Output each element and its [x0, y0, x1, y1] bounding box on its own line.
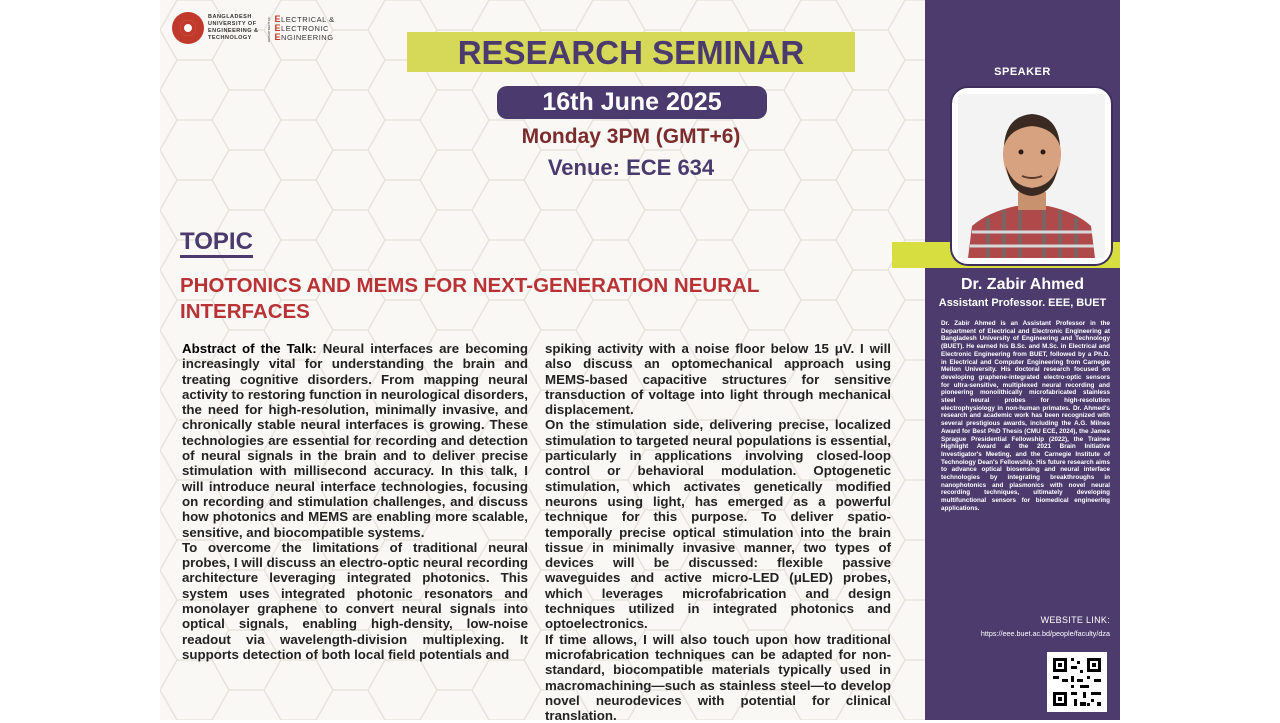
abstract-paragraph: Abstract of the Talk: Neural interfaces are becoming increasingly vital for understanding the brain and treating cognitive disorders. From mapping neural activity to restoring function in neurological disorders, the need for high-resolution, minimally invasive, and chronically stable neural interfaces is growing. These technologies are essential for recording and detection of neural signals in the brain and to deliver precise stimulation with millisecond accuracy. In this talk, I will introduce neural interface technologies, focusing on recording and stimulation challenges, and discuss how photonics and MEMS are enabling more scalable, sensitive, and biocompatible systems.	[182, 341, 528, 540]
topic-heading: TOPIC	[180, 229, 253, 258]
website-label: WEBSITE LINK:	[1040, 615, 1110, 625]
speaker-photo	[952, 88, 1111, 264]
speaker-name: Dr. Zabir Ahmed	[961, 276, 1084, 293]
abstract-label: Abstract of the Talk:	[182, 341, 317, 356]
topic-title: PHOTONICS AND MEMS FOR NEXT-GENERATION NEURAL INTERFACES	[180, 274, 759, 323]
abstract-paragraph: On the stimulation side, delivering precise, localized stimulation to targeted neural populations is essential, particularly in applications involving closed-loop control or behavioral modulation. Optogenetic stimulation, which activates genetically modified neurons using light, has emerged as a powerful technique for this purpose. To deliver spatio-temporally precise optical stimulation into the brain tissue in minimally invasive manner, two types of devices will be discussed: flexible passive waveguides and active micro-LED (μLED) probes, which leverages microfabrication and design techniques utilized in integrated photonics and optoelectronics.	[545, 417, 891, 632]
seminar-poster	[160, 0, 1120, 723]
seminar-date: 16th June 2025	[497, 86, 767, 119]
speaker-portrait-icon	[958, 94, 1105, 258]
buet-seal-icon	[172, 12, 204, 44]
speaker-role: Assistant Professor. EEE, BUET	[938, 297, 1107, 309]
seminar-title: RESEARCH SEMINAR	[407, 32, 855, 72]
seminar-venue: Venue: ECE 634	[547, 155, 715, 180]
website-link[interactable]: https://eee.buet.ac.bd/people/faculty/dza	[980, 629, 1110, 638]
abstract-column-2	[545, 341, 891, 723]
department-name: ELECTRICAL & ELECTRONIC ENGINEERING	[274, 13, 335, 42]
speaker-label: SPEAKER	[994, 66, 1051, 78]
qr-code-icon[interactable]	[1047, 652, 1107, 712]
speaker-panel	[925, 0, 1120, 720]
abstract-paragraph: spiking activity with a noise floor below 15 μV. I will also discuss an optomechanical approach using MEMS-based capacitive structures for sensitive transduction of voltage into light through mechanical displacement.	[545, 341, 891, 418]
abstract-paragraph: If time allows, I will also touch upon how traditional microfabrication techniques can be adapted for non-standard, biocompatible materials typically used in macromachining—such as stainless steel—to develop novel neurodevices with potential for clinical translation.	[545, 631, 891, 723]
abstract-paragraph: To overcome the limitations of traditional neural probes, I will discuss an electro-optic neural recording architecture leveraging integrated photonics. This system uses integrated photonic resonators and monolayer graphene to convert neural signals into optical signals, enabling high-density, low-noise readout via wavelength-division multiplexing. It supports detection of both local field potentials and	[182, 539, 528, 662]
university-name: BANGLADESH UNIVERSITY OF ENGINEERING & TECHNOLOGY	[208, 14, 259, 41]
institution-logo	[172, 12, 335, 44]
speaker-bio: Dr. Zabir Ahmed is an Assistant Professor in the Department of Electrical and Electronic Engineering at Bangladesh University of Engineering and Technology (BUET). He earned his B.Sc. and M.Sc. in Electrical and Electronic Engineering from BUET, followed by a Ph.D. in Electrical and Computer Engineering from Carnegie Mellon University. His doctoral research focused on developing graphene-integrated electro-optic sensors for ultra-sensitive, multiplexed neural recording and pioneering monolithically microfabricated stainless steel neural probes for high-resolution electrophysiology in non-human primates. Dr. Ahmed's research and academic work has been recognized with several prestigious awards, including the A.G. Milnes Award for Best PhD Thesis (CMU ECE, 2024), the James Sprague Presidential Fellowship (2022), the Trainee Highlight Award at the 2021 Brain Initiative Investigator's Meeting, and the Carnegie Institute of Technology Dean's Fellowship. His future research aims to advance optical biosensing and neural interface technologies by integrating breakthroughs in nanophotonics and plasmonics with novel neural recording techniques, ultimately developing multifunctional sensors for biomedical engineering applications.	[941, 320, 1110, 512]
abstract-column-1	[182, 341, 528, 701]
seminar-time: Monday 3PM (GMT+6)	[521, 125, 741, 148]
department-side-label: DEPARTMENT OF	[266, 16, 271, 42]
